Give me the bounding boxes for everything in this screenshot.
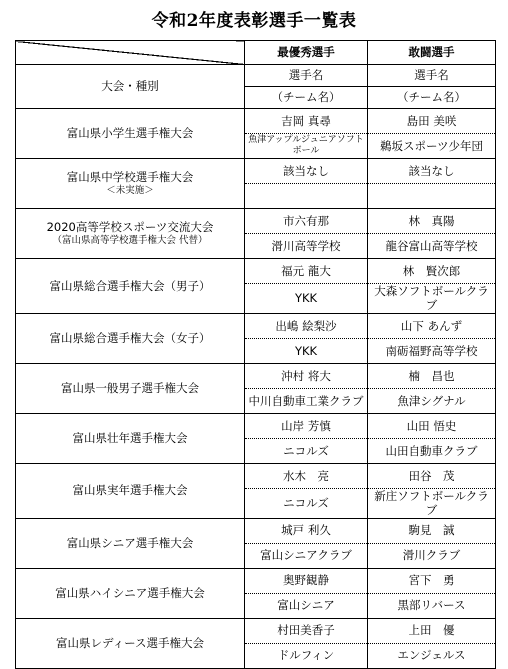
best-player-name: 城戸 利久 — [245, 518, 368, 543]
best-player-team: 富山シニアクラブ — [245, 543, 368, 568]
event-cell — [16, 518, 245, 568]
fighting-player-team — [368, 184, 496, 209]
fighting-player-team: エンジェルス — [368, 643, 496, 668]
fighting-player-team: 山田自動車クラブ — [368, 438, 496, 463]
fighting-player-name: 林 賢次郎 — [368, 259, 496, 284]
best-player-team: 滑川高等学校 — [245, 234, 368, 259]
fighting-player-team: 大森ソフトボールクラブ — [368, 284, 496, 314]
awards-table — [15, 40, 496, 669]
best-player-team: ドルフィン — [245, 643, 368, 668]
diagonal-header-cell — [16, 41, 245, 65]
event-name: 富山県壮年選手権大会 — [72, 431, 188, 446]
fight-team-label: （チーム名） — [368, 87, 496, 109]
best-player-team: YKK — [245, 284, 368, 314]
table-row — [16, 259, 496, 284]
best-player-team: 魚津アップルジュニアソフトボール — [245, 134, 368, 159]
best-player-team: YKK — [245, 338, 368, 363]
best-player-team: 富山シニア — [245, 593, 368, 618]
event-name: 2020高等学校スポーツ交流大会 — [46, 220, 214, 235]
page-title: 令和2年度表彰選手一覧表 — [151, 11, 357, 31]
event-cell — [16, 109, 245, 159]
best-player-name: 吉岡 真尋 — [245, 109, 368, 134]
fighting-player-name: 宮下 勇 — [368, 568, 496, 593]
best-name-label: 選手名 — [245, 65, 368, 87]
table-row — [16, 363, 496, 388]
event-cell — [16, 363, 245, 413]
event-cell — [16, 463, 245, 518]
event-cell — [16, 568, 245, 618]
header-row — [16, 41, 496, 65]
event-cell — [16, 209, 245, 259]
best-player-name: 奥野観静 — [245, 568, 368, 593]
best-player-name: 山岸 芳慎 — [245, 413, 368, 438]
event-name: 富山県総合選手権大会（男子） — [49, 278, 211, 293]
fighting-player-team: 新庄ソフトボールクラブ — [368, 488, 496, 518]
event-name: 富山県総合選手権大会（女子） — [49, 331, 211, 346]
best-player-name: 沖村 将大 — [245, 363, 368, 388]
fighting-player-team: 滑川クラブ — [368, 543, 496, 568]
fighting-player-name: 島田 美咲 — [368, 109, 496, 134]
fighting-player-name: 駒見 誠 — [368, 518, 496, 543]
event-cell — [16, 259, 245, 314]
fighting-spirit-header: 敢闘選手 — [368, 41, 496, 65]
table-row — [16, 109, 496, 134]
event-cell — [16, 313, 245, 363]
best-player-name: 該当なし — [245, 159, 368, 184]
table-row — [16, 159, 496, 184]
fighting-player-name: 上田 優 — [368, 618, 496, 643]
table-row — [16, 413, 496, 438]
best-player-name: 福元 龍大 — [245, 259, 368, 284]
event-cell — [16, 159, 245, 209]
event-cell — [16, 618, 245, 668]
best-player-team — [245, 184, 368, 209]
table-row — [16, 518, 496, 543]
table-row — [16, 209, 496, 234]
event-name: 富山県実年選手権大会 — [72, 483, 188, 498]
event-name: 富山県ハイシニア選手権大会 — [55, 585, 205, 600]
event-name: 富山県小学生選手権大会 — [66, 126, 194, 141]
fighting-player-team: 龍谷富山高等学校 — [368, 234, 496, 259]
best-player-name: 村田美香子 — [245, 618, 368, 643]
fighting-player-name: 山田 悟史 — [368, 413, 496, 438]
best-player-name: 市六有那 — [245, 209, 368, 234]
best-player-name: 出嶋 絵梨沙 — [245, 313, 368, 338]
event-name: 富山県一般男子選手権大会 — [61, 381, 199, 396]
fighting-player-name: 林 真陽 — [368, 209, 496, 234]
best-player-team: ニコルズ — [245, 488, 368, 518]
best-team-label: （チーム名） — [245, 87, 368, 109]
fighting-player-name: 該当なし — [368, 159, 496, 184]
event-cell — [16, 413, 245, 463]
fighting-player-name: 楠 昌也 — [368, 363, 496, 388]
event-type-label: 大会・種別 — [16, 65, 245, 109]
fighting-player-team: 鵜坂スポーツ少年団 — [368, 134, 496, 159]
table-row — [16, 568, 496, 593]
event-subtitle: ＜未実施＞ — [106, 184, 154, 196]
table-row — [16, 618, 496, 643]
fighting-player-team: 黒部リバース — [368, 593, 496, 618]
fighting-player-name: 田谷 茂 — [368, 463, 496, 488]
fight-name-label: 選手名 — [368, 65, 496, 87]
best-player-name: 水木 亮 — [245, 463, 368, 488]
best-player-team: 中川自動車工業クラブ — [245, 388, 368, 413]
event-name: 富山県レディース選手権大会 — [55, 635, 204, 650]
table-row — [16, 313, 496, 338]
table-row — [16, 463, 496, 488]
fighting-player-team: 魚津シグナル — [368, 388, 496, 413]
fighting-player-team: 南砺福野高等学校 — [368, 338, 496, 363]
best-player-team: ニコルズ — [245, 438, 368, 463]
event-subtitle: （富山県高等学校選手権大会 代替） — [52, 234, 208, 246]
fighting-player-name: 山下 あんず — [368, 313, 496, 338]
event-name: 富山県中学校選手権大会 — [66, 170, 194, 185]
label-row — [16, 65, 496, 87]
best-player-header: 最優秀選手 — [245, 41, 368, 65]
event-name: 富山県シニア選手権大会 — [66, 535, 194, 550]
